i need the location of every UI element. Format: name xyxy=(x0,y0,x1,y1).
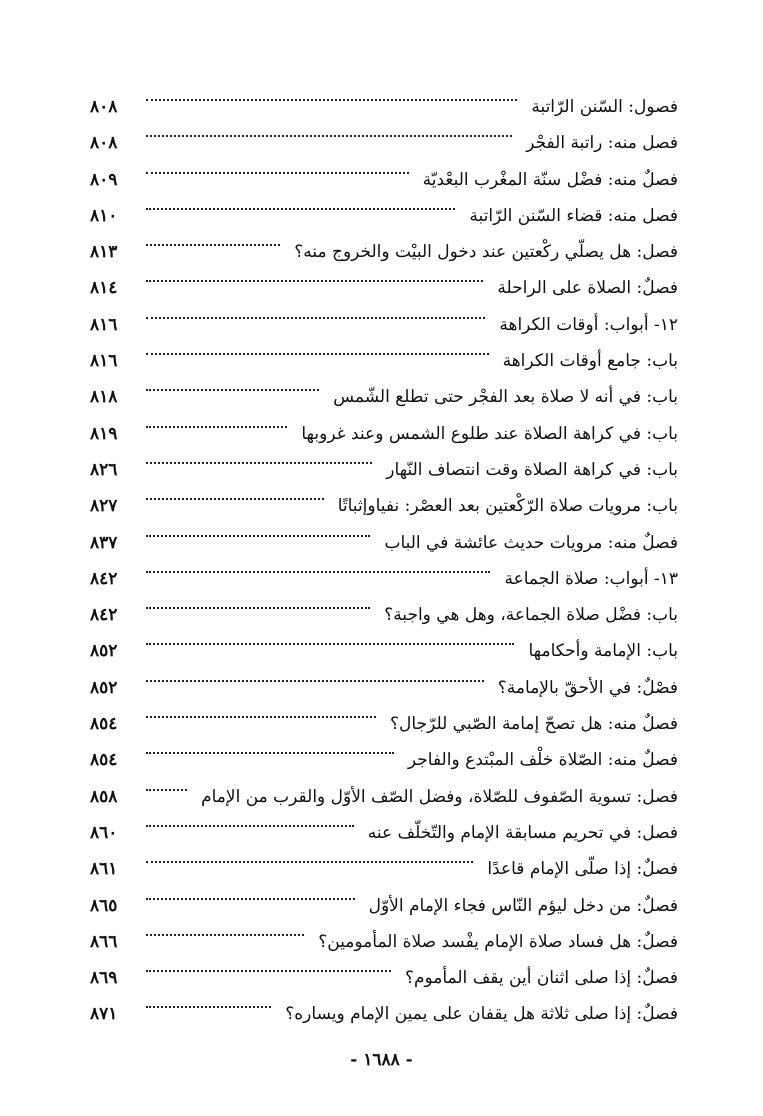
toc-entry-title: فصول: السّنن الرّاتبة xyxy=(531,97,678,117)
toc-entry-title: فصلٌ منه: فضْل سنّة المغْرب البعْديّة xyxy=(422,169,678,190)
toc-entry-page: ٨١٣ xyxy=(90,242,118,263)
toc-entry-page: ٨٢٦ xyxy=(90,459,118,480)
leader-dots xyxy=(142,439,378,475)
toc-entry-title: فصْلٌ: في الأحقّ بالإمامة؟ xyxy=(497,677,678,698)
toc-entry-page: ٨١٤ xyxy=(90,278,118,299)
toc-entry xyxy=(90,76,678,117)
leader-dots xyxy=(142,802,360,838)
leader-dots xyxy=(142,112,518,148)
leader-dots xyxy=(142,875,361,911)
toc-entry-title: فصلٌ: هل فساد صلاة الإمام يفْسد صلاة المأمومين؟ xyxy=(318,931,678,952)
leader-dots xyxy=(142,911,310,947)
toc-entry-page: ٨٦٦ xyxy=(90,931,118,952)
toc-entry-title: فصلٌ: من دخل ليؤم النّاس فجاء الإمام الأوّل xyxy=(368,895,678,916)
leader-dots xyxy=(142,838,479,874)
toc-entry-page: ٨٧١ xyxy=(90,1004,118,1025)
toc-entry-title: فصلٌ: إذا صلى ثلاثة هل يقفان على يمين الإمام ويساره؟ xyxy=(285,1004,678,1025)
toc-entry-title: باب: فضْل صلاة الجماعة، وهل هي واجبة؟ xyxy=(384,605,678,626)
leader-dots xyxy=(142,548,496,584)
toc-entry-title: فصل: هل يصلّي ركْعتين عند دخول البيْت والخروج منه؟ xyxy=(294,242,678,263)
leader-dots xyxy=(142,185,461,221)
toc-entry-page: ٨٣٧ xyxy=(90,532,118,553)
toc-entry-page: ٨٠٩ xyxy=(90,169,118,190)
toc-entry-title: باب: في كراهة الصلاة عند طلوع الشمس وعند غروبها xyxy=(301,423,678,444)
toc-entry-title: باب: جامع أوقات الكراهة xyxy=(502,351,678,372)
leader-dots xyxy=(142,403,293,439)
leader-dots xyxy=(142,729,400,765)
toc-entry-page: ٨١٩ xyxy=(90,423,118,444)
toc-entry-title: فصل: في تحريم مسابقة الإمام والتّخلّف عنه xyxy=(367,822,678,843)
toc-entry-title: باب: في كراهة الصلاة وقت انتصاف النّهار xyxy=(386,459,678,480)
leader-dots xyxy=(142,620,520,656)
toc-entry-page: ٨٢٧ xyxy=(90,496,118,517)
toc-entry-page: ٨٦٥ xyxy=(90,895,118,916)
leader-dots xyxy=(142,366,325,402)
toc-entry-page: ٨٥٤ xyxy=(90,750,118,771)
leader-dots xyxy=(142,149,415,185)
toc-entry-page: ٨١٨ xyxy=(90,387,118,408)
toc-entry-title: فصلٌ: إذا صلى اثنان أين يقف المأموم؟ xyxy=(404,968,678,989)
leader-dots xyxy=(142,512,376,548)
toc-entry-page: ٨٠٨ xyxy=(90,133,118,154)
leader-dots xyxy=(142,584,376,620)
toc-entry-page: ٨١٦ xyxy=(90,314,118,335)
toc-entry-title: باب: مرويات صلاة الرّكْعتين بعد العصْر: نفياوإثباتًا xyxy=(337,496,678,517)
toc-entry-page: ٨٤٢ xyxy=(90,605,118,626)
toc-entry-title: ١٢- أبواب: أوقات الكراهة xyxy=(499,314,678,335)
leader-dots xyxy=(142,257,489,293)
toc-entry-page: ٨٥٤ xyxy=(90,714,118,735)
toc-entry-title: فصل: تسوية الصّفوف للصّلاة، وفضل الصّف الأوّل والقرب من الإمام xyxy=(201,786,678,807)
leader-dots xyxy=(142,766,193,802)
toc-entry-page: ٨٥٢ xyxy=(90,677,118,698)
toc-entry-title: فصل منه: راتبة الفجْر xyxy=(526,133,678,154)
toc-entry-title: باب: في أنه لا صلاة بعد الفجْر حتى تطلع الشّمس xyxy=(333,387,678,408)
toc-entry-title: باب: الإمامة وأحكامها xyxy=(528,641,678,662)
leader-dots xyxy=(142,294,491,330)
leader-dots xyxy=(142,983,277,1019)
toc-entry-title: فصلٌ منه: الصّلاة خلْف المبْتدع والفاجر xyxy=(407,750,678,771)
leader-dots xyxy=(142,657,490,693)
toc-entry-page: ٨٦١ xyxy=(90,859,118,880)
toc-entry-page: ٨٥٨ xyxy=(90,786,118,807)
toc-entry-title: فصلٌ منه: مرويات حديث عائشة في الباب xyxy=(384,532,678,553)
table-of-contents xyxy=(90,76,678,1025)
leader-dots xyxy=(142,330,495,366)
toc-entry-title: فصل منه: قضاء السّنن الرّاتبة xyxy=(469,205,678,226)
toc-entry-page: ٨٠٨ xyxy=(90,97,118,117)
page-number-footer: - ١٦٨٨ - xyxy=(350,1050,413,1070)
toc-entry-page: ٨١٠ xyxy=(90,205,118,226)
leader-dots xyxy=(142,475,330,511)
toc-entry-page: ٨٦٠ xyxy=(90,822,118,843)
leader-dots xyxy=(142,693,382,729)
leader-dots xyxy=(142,221,286,257)
toc-entry-title: فصلٌ منه: هل تصحّ إمامة الصّبي للرّجال؟ xyxy=(390,714,678,735)
leader-dots xyxy=(142,76,523,112)
toc-entry-page: ٨٤٢ xyxy=(90,568,118,589)
toc-entry-page: ٨٥٢ xyxy=(90,641,118,662)
toc-entry-title: فصلٌ: الصلاة على الراحلة xyxy=(497,278,678,299)
toc-entry-page: ٨٦٩ xyxy=(90,968,118,989)
leader-dots xyxy=(142,947,397,983)
toc-entry-page: ٨١٦ xyxy=(90,351,118,372)
toc-entry-title: فصلٌ: إذا صلّى الإمام قاعدًا xyxy=(487,859,678,880)
toc-entry-title: ١٣- أبواب: صلاة الجماعة xyxy=(504,568,678,589)
